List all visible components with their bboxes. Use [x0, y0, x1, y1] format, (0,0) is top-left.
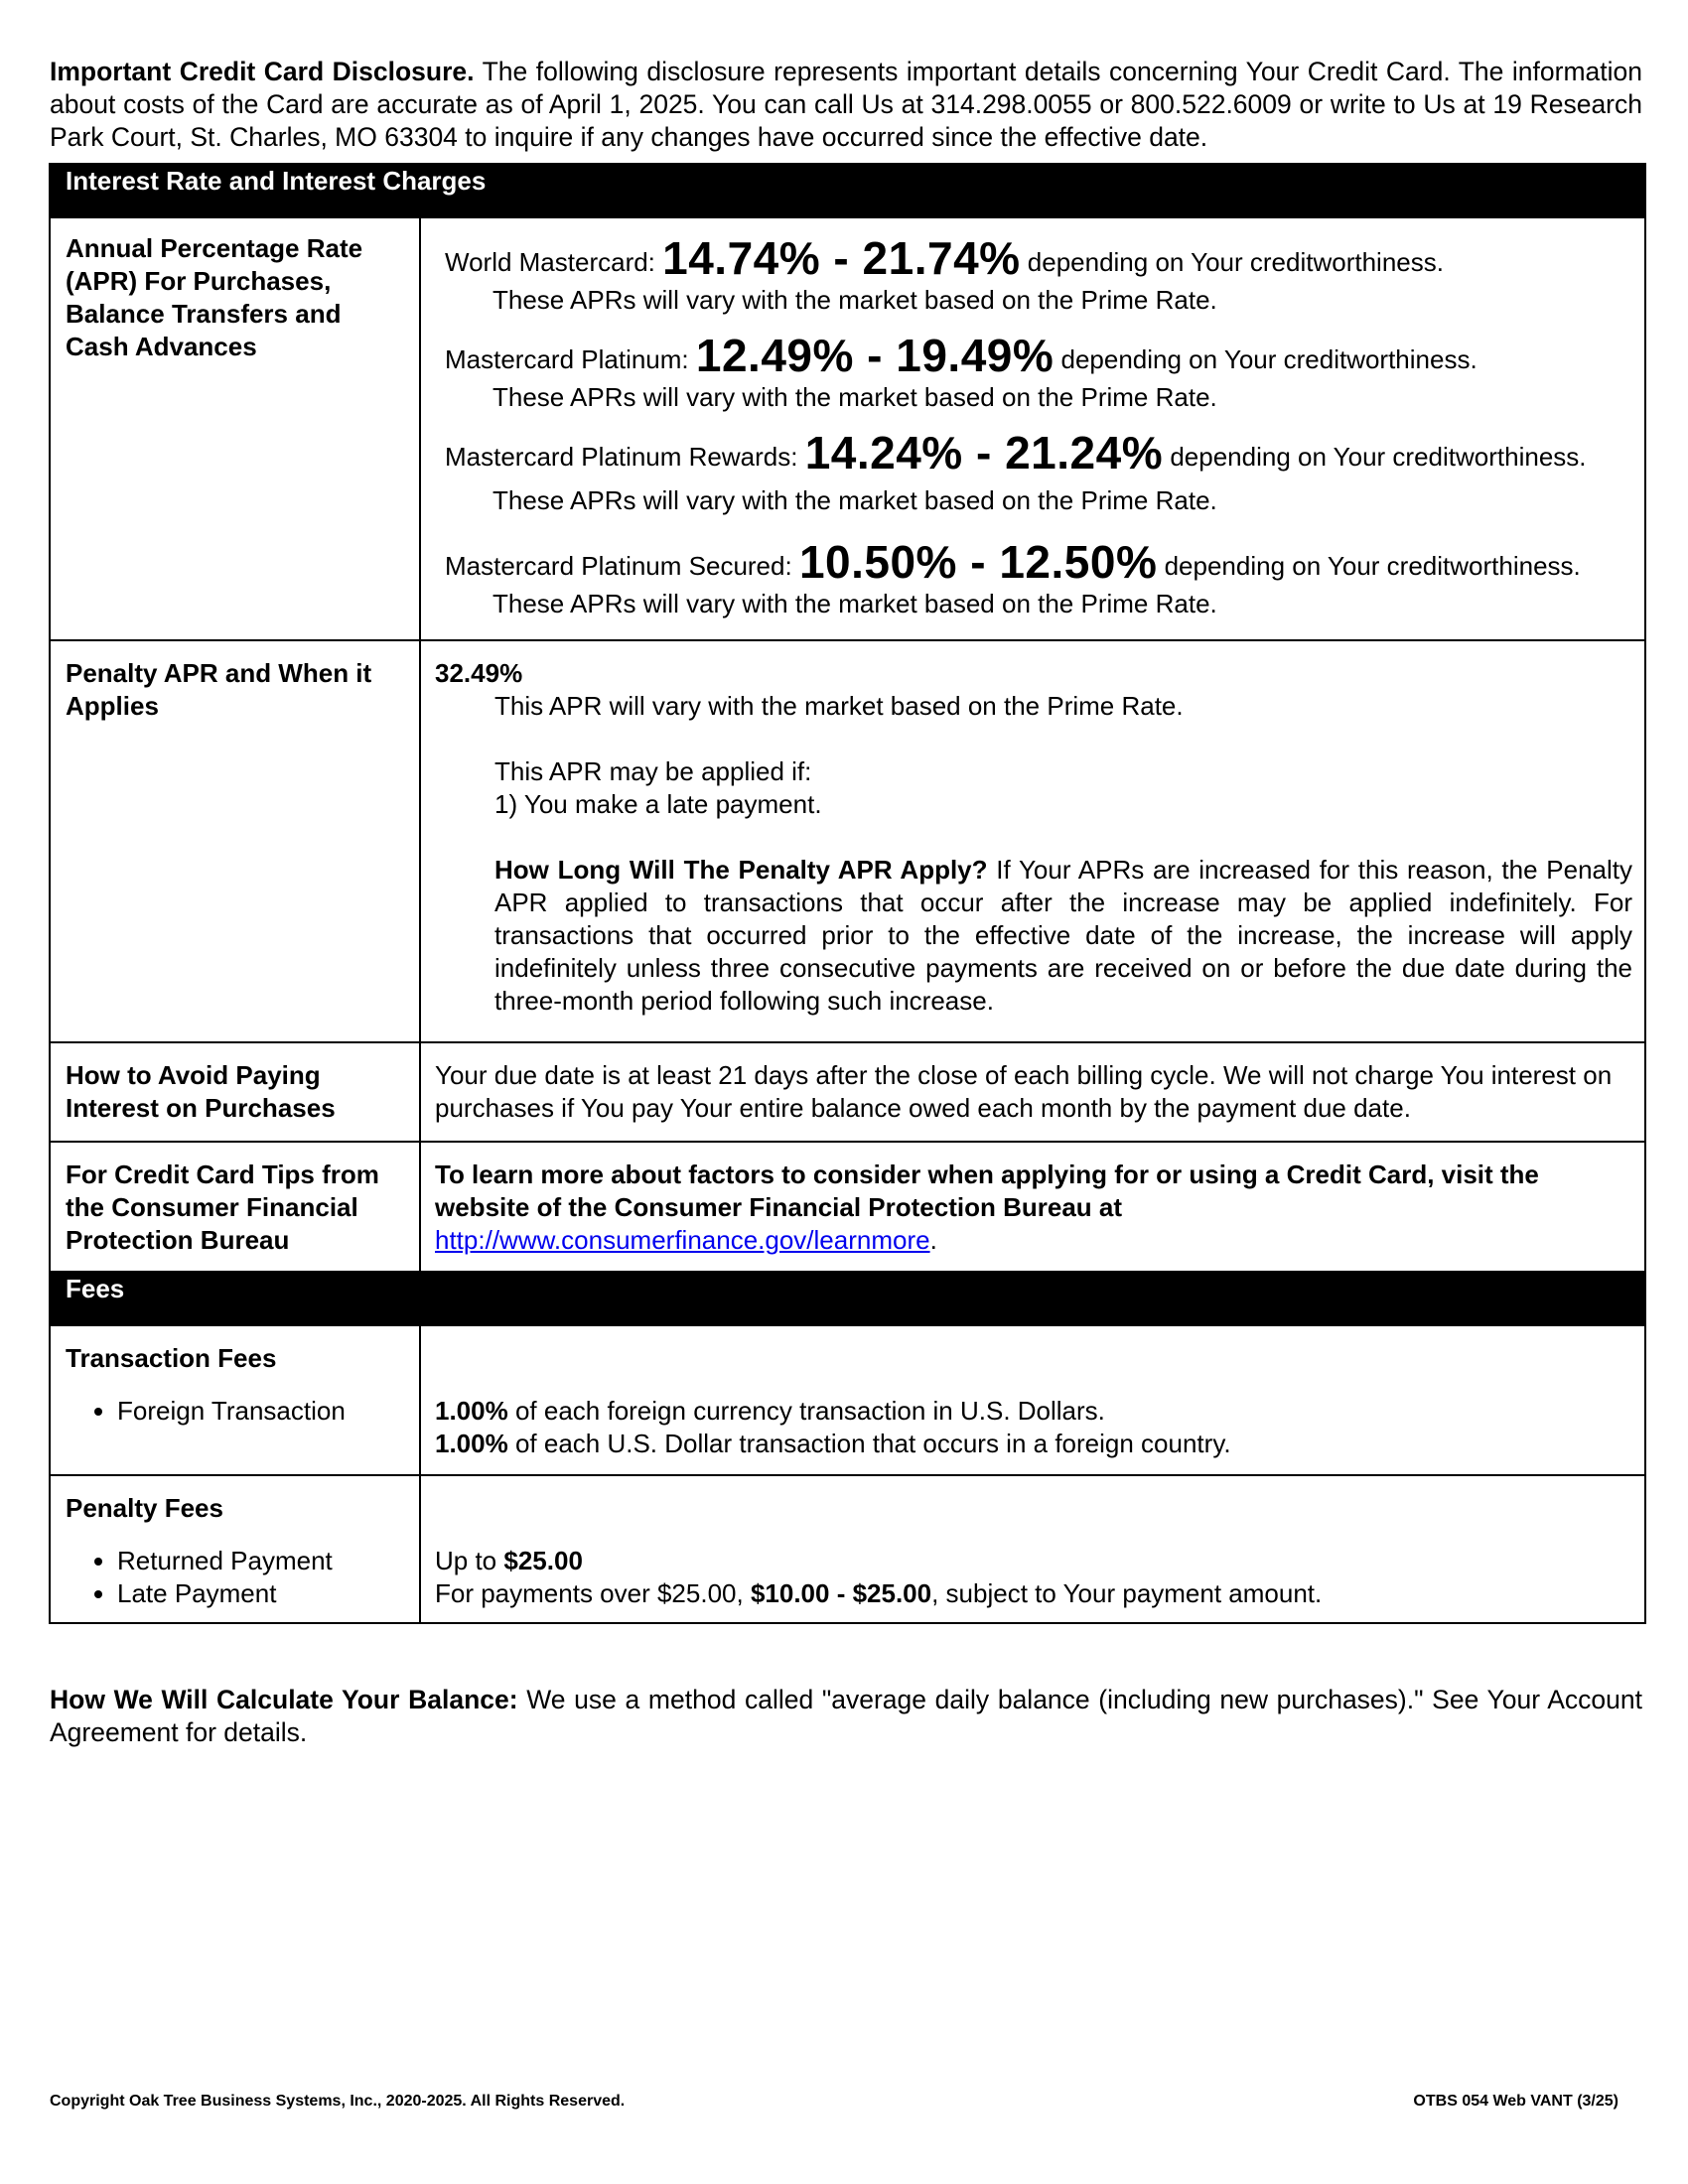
apr-rate: 10.50% - 12.50% [798, 536, 1158, 588]
apr-note: These APRs will vary with the market based on the Prime Rate. [492, 382, 1217, 412]
balance-heading: How We Will Calculate Your Balance: [50, 1685, 518, 1714]
apr-note: These APRs will vary with the market based on the Prime Rate. [492, 285, 1217, 315]
penalty-apr-duration-text: If Your APRs are increased for this reason, the Penalty APR applied to transactions that occur after the increase may be applied indefinitely. For transactions that occurred prior to the effective date of the increase, the increase will apply indefinitely unless three consecutive payments are received on or before the due date during the three-month period following such increase. [494, 855, 1633, 1016]
penalty-apr-vary: This APR will vary with the market based on the Prime Rate. [494, 691, 1184, 721]
avoid-interest-label: How to Avoid Paying Interest on Purchases [50, 1042, 420, 1142]
intro-text: The following disclosure represents important details concerning Your Credit Card. The information about costs of the Card are accurate as of April 1, 2025. You can call Us at 314.298.0055 or 800.522.6009 or write to Us at 19 Research Park Court, St. Charles, MO 63304 to inquire if any changes have occurred since the effective date. [50, 57, 1643, 152]
intro-paragraph [50, 56, 1642, 154]
transaction-fees-values [420, 1325, 1645, 1475]
avoid-interest-text: Your due date is at least 21 days after the close of each billing cycle. We will not charge You interest on purchases if You pay Your entire balance owed each month by the payment due date. [420, 1042, 1645, 1142]
penalty-apr-duration-heading: How Long Will The Penalty APR Apply? [494, 855, 988, 885]
late-payment-item: • Late Payment [117, 1577, 409, 1610]
penalty-apr-rate: 32.49% [435, 658, 523, 688]
cfpb-tips-row [50, 1142, 1645, 1272]
returned-payment-item: • Returned Payment [117, 1545, 409, 1577]
penalty-fees-row [50, 1475, 1645, 1623]
apr-rate: 12.49% - 19.49% [695, 330, 1055, 381]
apr-card-line: Mastercard Platinum Secured: 10.50% - 12.50% depending on Your creditworthiness. [445, 536, 1581, 588]
interest-section-header [50, 164, 1645, 217]
foreign-transaction-item: • Foreign Transaction [117, 1395, 409, 1428]
interest-section-title: Interest Rate and Interest Charges [50, 164, 1645, 217]
apr-row [50, 217, 1645, 640]
balance-paragraph [50, 1684, 1642, 1749]
penalty-apr-duration [494, 854, 1632, 1018]
apr-rate: 14.74% - 21.74% [662, 232, 1021, 284]
apr-rate: 14.24% - 21.24% [804, 427, 1164, 478]
penalty-fees-label: Penalty Fees • Returned Payment • Late Payment [50, 1475, 420, 1623]
apr-note: These APRs will vary with the market based on the Prime Rate. [492, 485, 1217, 515]
intro-heading: Important Credit Card Disclosure. [50, 57, 475, 86]
apr-card-line: Mastercard Platinum: 12.49% - 19.49% depending on Your creditworthiness. [445, 330, 1477, 381]
late-payment-fee: For payments over $25.00, $10.00 - $25.00, subject to Your payment amount. [435, 1578, 1323, 1608]
penalty-apr-label: Penalty APR and When it Applies [50, 640, 420, 1042]
fees-section-header [50, 1272, 1645, 1325]
apr-label: Annual Percentage Rate (APR) For Purchases, Balance Transfers and Cash Advances [50, 217, 420, 640]
apr-card-line: World Mastercard: 14.74% - 21.74% depending on Your creditworthiness. [445, 232, 1444, 284]
fees-section-title: Fees [50, 1272, 1645, 1325]
returned-payment-fee: Up to $25.00 [435, 1546, 583, 1575]
penalty-fees-values [420, 1475, 1645, 1623]
transaction-fees-label: Transaction Fees • Foreign Transaction [50, 1325, 420, 1475]
penalty-apr-row [50, 640, 1645, 1042]
penalty-apr-applied-if: This APR may be applied if: [494, 756, 812, 786]
balance-text: We use a method called "average daily balance (including new purchases)." See Your Account Agreement for details. [50, 1685, 1642, 1747]
penalty-apr-values [420, 640, 1645, 1042]
footer-copyright: Copyright Oak Tree Business Systems, Inc., 2020-2025. All Rights Reserved. [50, 2093, 626, 2110]
foreign-country-fee: 1.00% of each U.S. Dollar transaction that occurs in a foreign country. [435, 1429, 1231, 1458]
apr-values [420, 217, 1645, 640]
footer-form-id: OTBS 054 Web VANT (3/25) [1413, 2093, 1618, 2110]
cfpb-tips-values: To learn more about factors to consider when applying for or using a Credit Card, visit the website of the Consumer Financial Protection Bureau at http://www.consumerfinance.gov/learnmore. [420, 1142, 1645, 1272]
avoid-interest-row [50, 1042, 1645, 1142]
penalty-apr-condition: 1) You make a late payment. [494, 789, 822, 819]
transaction-fees-row [50, 1325, 1645, 1475]
foreign-currency-fee: 1.00% of each foreign currency transaction in U.S. Dollars. [435, 1396, 1105, 1426]
cfpb-tips-text: To learn more about factors to consider when applying for or using a Credit Card, visit the website of the Consumer Financial Protection Bureau at [435, 1160, 1539, 1222]
cfpb-link[interactable]: http://www.consumerfinance.gov/learnmore [435, 1225, 930, 1255]
disclosure-table [49, 163, 1646, 1624]
apr-note: These APRs will vary with the market based on the Prime Rate. [492, 589, 1217, 618]
cfpb-tips-label: For Credit Card Tips from the Consumer Financial Protection Bureau [50, 1142, 420, 1272]
apr-card-line: Mastercard Platinum Rewards: 14.24% - 21.24% depending on Your creditworthiness. [445, 427, 1587, 478]
